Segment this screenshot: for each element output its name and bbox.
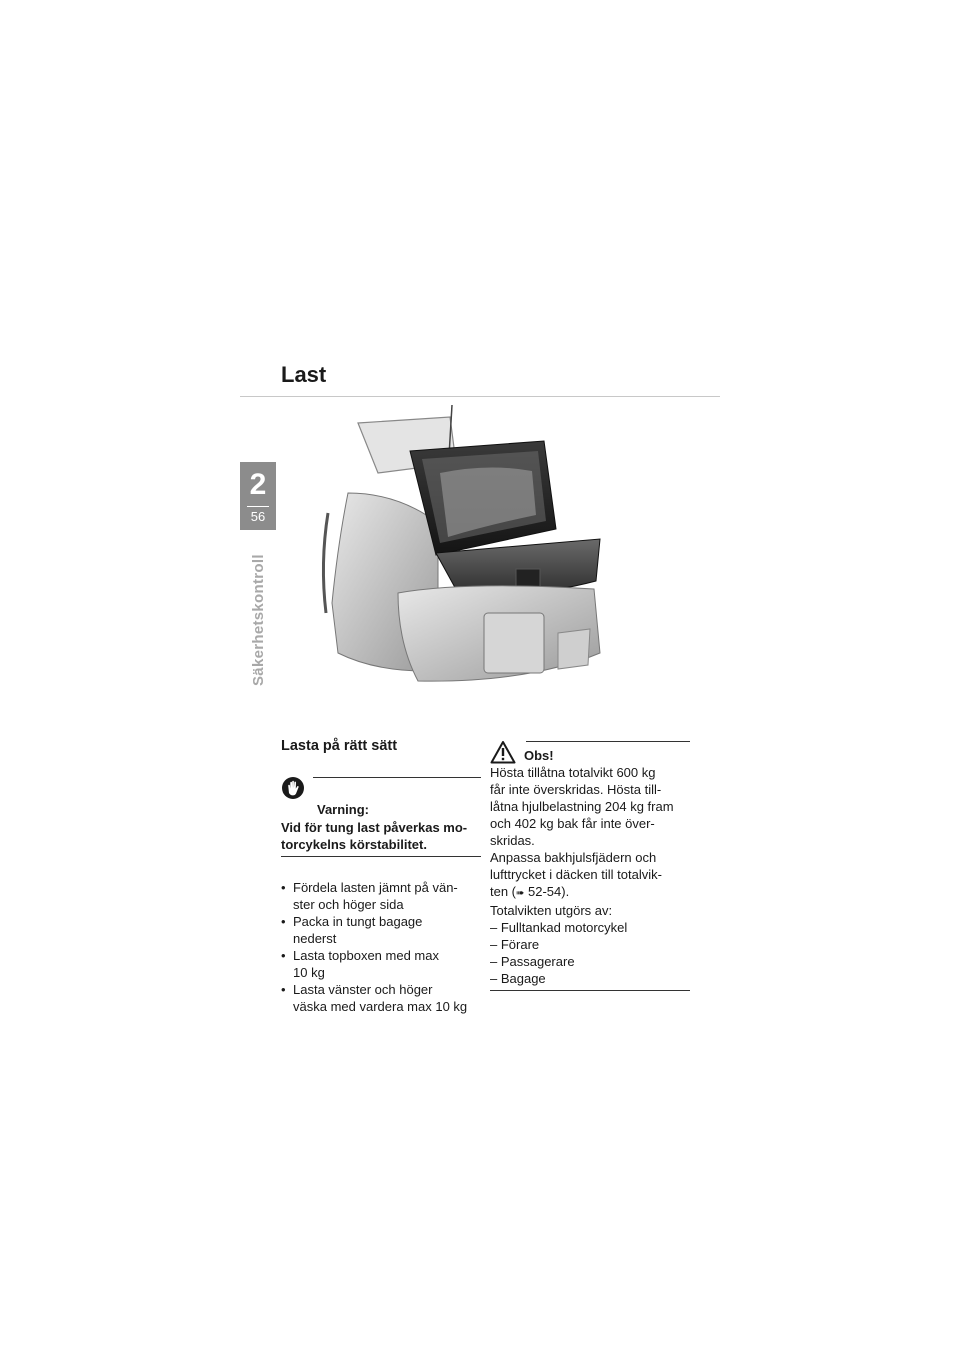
note-line: lufttrycket i däcken till totalvik- — [490, 867, 662, 882]
note-bottom-rule — [490, 990, 690, 991]
note-line: Anpassa bakhjulsfjädern och — [490, 850, 657, 865]
warning-bottom-rule — [281, 856, 481, 857]
hand-stop-icon — [281, 776, 305, 800]
loading-section — [281, 738, 481, 1015]
note-line: får inte överskridas. Hösta till- — [490, 782, 662, 797]
list-item-line: ster och höger sida — [293, 897, 404, 912]
list-item-line: väska med vardera max 10 kg — [293, 999, 468, 1014]
list-item-line: 10 kg — [293, 965, 325, 980]
note-line: Hösta tillåtna totalvikt 600 kg — [490, 765, 656, 780]
list-intro: Totalvikten utgörs av: — [490, 903, 613, 918]
note-line: och 402 kg bak får inte över- — [490, 816, 655, 831]
warning-label: Varning: — [317, 802, 370, 817]
page-title: Last — [281, 362, 327, 387]
note-top-rule — [526, 741, 690, 742]
reference-prefix: ten ( — [490, 884, 517, 899]
list-item — [281, 913, 481, 947]
reference-pages: 52-54). — [524, 884, 570, 899]
warning-top-rule — [313, 777, 481, 778]
page-reference — [490, 883, 690, 902]
list-item: – Bagage — [490, 970, 690, 987]
chapter-side-label: Säkerhetskontroll — [250, 554, 267, 686]
chapter-number: 2 — [249, 468, 267, 501]
list-item: – Passagerare — [490, 953, 690, 970]
list-item-line: • Lasta topboxen med max — [293, 948, 439, 963]
warning-line: torcykelns körstabilitet. — [281, 837, 427, 852]
warning-line: Vid för tung last påverkas mo- — [281, 820, 468, 835]
chapter-divider — [247, 506, 269, 507]
reference-arrow-icon: ➠ — [516, 888, 525, 899]
note-line: låtna hjulbelastning 204 kg fram — [490, 799, 674, 814]
note-body — [490, 764, 690, 987]
note-callout — [490, 740, 690, 991]
list-item — [281, 947, 481, 981]
total-weight-list — [490, 919, 690, 987]
warning-text — [281, 819, 481, 853]
motorcycle-topbox-photo — [318, 403, 618, 695]
list-item — [281, 879, 481, 913]
page-number: 56 — [250, 509, 266, 524]
note-line: skridas. — [490, 833, 535, 848]
exclamation-triangle-icon — [490, 740, 516, 764]
list-item-line: • Packa in tungt bagage — [293, 914, 423, 929]
list-item: – Fulltankad motorcykel — [490, 919, 690, 936]
note-label: Obs! — [524, 748, 554, 763]
list-item-line: nederst — [293, 931, 337, 946]
list-item — [281, 981, 481, 1015]
list-item-line: • Fördela lasten jämnt på vän- — [293, 880, 458, 895]
title-divider — [240, 396, 720, 397]
chapter-tab — [240, 462, 276, 530]
list-item-line: • Lasta vänster och höger — [293, 982, 433, 997]
loading-instructions-list — [281, 879, 481, 1015]
section-heading: Lasta på rätt sätt — [281, 738, 398, 754]
warning-callout — [281, 776, 481, 857]
list-item: – Förare — [490, 936, 690, 953]
